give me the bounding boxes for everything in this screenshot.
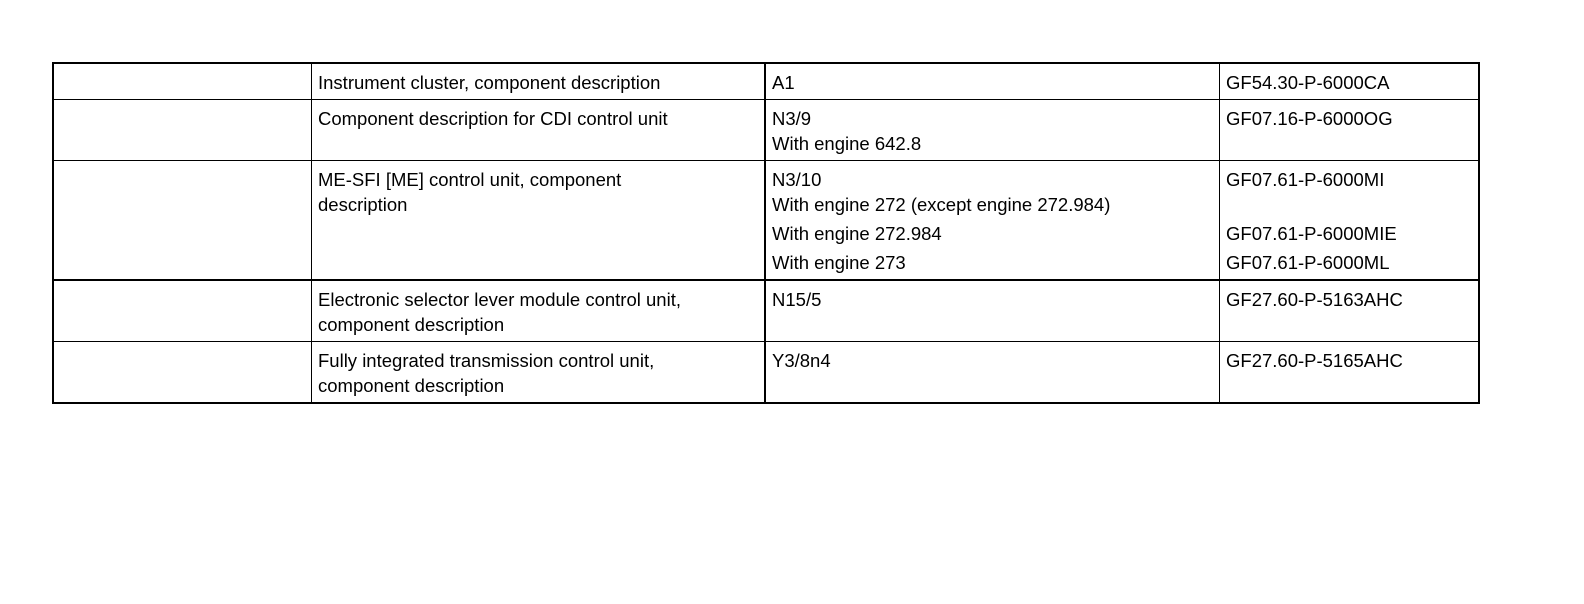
description-line: Fully integrated transmission control unit, [318, 350, 655, 371]
table-row [54, 341, 1478, 402]
blank-cell [54, 342, 312, 402]
table-row [54, 64, 1478, 99]
code-cell [766, 64, 1220, 99]
description-line: component description [318, 314, 505, 335]
component-reference-table [52, 62, 1480, 404]
code-line: N3/10 [772, 169, 822, 190]
description-line: Component description for CDI control unit [318, 108, 668, 129]
reference-link[interactable]: GF27.60-P-5163AHC [1226, 289, 1403, 310]
reference-cell [1220, 100, 1478, 160]
blank-cell [54, 64, 312, 99]
table-row [54, 160, 1478, 279]
reference-cell [1220, 281, 1478, 341]
code-line: Y3/8n4 [772, 350, 831, 371]
reference-link[interactable]: GF07.61-P-6000MI [1226, 169, 1385, 190]
blank-cell [54, 161, 312, 279]
description-cell [312, 342, 766, 402]
description-line: component description [318, 375, 505, 396]
description-cell [312, 100, 766, 160]
code-line: With engine 273 [772, 252, 906, 273]
description-cell [312, 281, 766, 341]
code-line: With engine 272.984 [772, 223, 942, 244]
reference-link[interactable]: GF54.30-P-6000CA [1226, 72, 1390, 93]
description-line: ME-SFI [ME] control unit, component [318, 169, 622, 190]
code-cell [766, 342, 1220, 402]
description-line: Instrument cluster, component description [318, 72, 661, 93]
description-cell [312, 64, 766, 99]
description-line: description [318, 194, 408, 215]
code-line: N3/9 [772, 108, 812, 129]
reference-link[interactable]: GF07.16-P-6000OG [1226, 108, 1393, 129]
reference-link[interactable]: GF07.61-P-6000ML [1226, 252, 1390, 273]
blank-cell [54, 281, 312, 341]
reference-link[interactable]: GF07.61-P-6000MIE [1226, 223, 1397, 244]
description-line: Electronic selector lever module control unit, [318, 289, 681, 310]
reference-cell [1220, 161, 1478, 279]
code-line: N15/5 [772, 289, 822, 310]
code-cell [766, 161, 1220, 279]
reference-cell [1220, 342, 1478, 402]
code-cell [766, 281, 1220, 341]
description-cell [312, 161, 766, 279]
code-line: A1 [772, 72, 795, 93]
table-row [54, 279, 1478, 341]
table-row [54, 99, 1478, 160]
reference-link[interactable]: GF27.60-P-5165AHC [1226, 350, 1403, 371]
code-cell [766, 100, 1220, 160]
reference-spacer [1226, 192, 1472, 217]
code-line: With engine 272 (except engine 272.984) [772, 194, 1111, 215]
code-line: With engine 642.8 [772, 133, 922, 154]
blank-cell [54, 100, 312, 160]
reference-cell [1220, 64, 1478, 99]
